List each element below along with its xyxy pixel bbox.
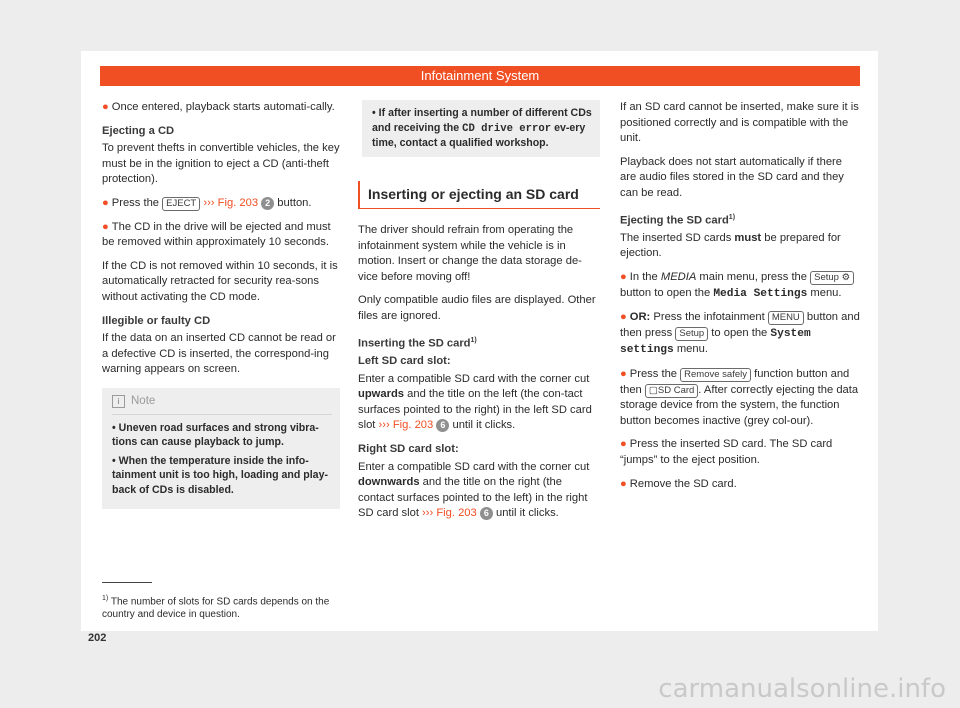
watermark: carmanualsonline.info — [658, 674, 946, 704]
note-box — [102, 388, 340, 509]
eject-key: EJECT — [162, 197, 200, 211]
note-item: • Uneven road surfaces and strong vibra-tions can cause playback to jump. — [112, 421, 319, 448]
paragraph-playback: ● Once entered, playback starts automati-cally. — [102, 101, 335, 113]
fig-ref-link[interactable]: ››› Fig. 203 — [422, 507, 477, 520]
section-title: Inserting or ejecting an SD card — [358, 181, 600, 210]
fig-ref-link[interactable]: ››› Fig. 203 — [203, 196, 259, 209]
bullet-press-eject: ● Press the EJECT ››› Fig. 203 2 button. — [102, 196, 312, 209]
paragraph-eject-text: To prevent thefts in convertible vehicles, the key must be in the ignition to eject a CD (anti-theft protection). — [102, 142, 340, 186]
bullet-media-menu: ● In the MEDIA main menu, press the Setup ⚙ button to open the Media Settings menu. — [620, 270, 860, 302]
heading-inserting-sd: Inserting the SD card$^{1)}$ — [358, 336, 477, 350]
setup-key: Setup ⚙ — [810, 271, 854, 285]
warning-box: • If after inserting a number of different CDs and receiving the CD drive error ev-ery time, contact a qualified workshop. — [362, 100, 600, 157]
bullet-remove-card: ● Remove the SD card. — [620, 477, 737, 490]
bullet-press-card: ● Press the inserted SD card. The SD card “jumps” to the eject position. — [620, 438, 833, 467]
paragraph-compatible: Only compatible audio files are displayed. Other files are ignored. — [358, 294, 596, 323]
paragraph-cannot-insert: If an SD card cannot be inserted, make sure it is positioned correctly and is compatible with the unit. — [620, 101, 859, 145]
bullet-or-menu: ● OR: Press the infotainment MENU button and then press Setup to open the System settings menu. — [620, 311, 860, 357]
error-code: CD drive error — [462, 122, 552, 135]
callout-number: 6 — [436, 419, 449, 432]
info-icon: i — [112, 395, 125, 408]
fig-ref-link[interactable]: ››› Fig. 203 — [378, 419, 434, 432]
heading-illegible-cd: Illegible or faulty CD — [102, 314, 211, 327]
page-header: Infotainment System — [100, 66, 860, 86]
bullet-icon: ● — [102, 101, 109, 113]
paragraph-playback-auto: Playback does not start automatically if there are audio files stored in the SD card and they can be read. — [620, 155, 844, 199]
heading-right-slot: Right SD card slot: — [358, 442, 459, 455]
paragraph-left-slot: Enter a compatible SD card with the corner cut upwards and the title on the left (the con-tact surfaces pointed to the right) in the left SD card slot ››› Fig. 203 6 until it clicks. — [358, 372, 592, 432]
bullet-icon: ● — [620, 438, 627, 451]
remove-safely-key: Remove safely — [680, 368, 751, 382]
bullet-icon: ● — [620, 271, 627, 284]
menu-name: System settings — [620, 327, 811, 357]
menu-key: MENU — [768, 311, 804, 325]
footnote-divider — [102, 582, 152, 583]
column-middle — [358, 100, 600, 530]
menu-name: Media Settings — [713, 287, 808, 300]
paragraph-driver: The driver should refrain from operating the infotainment system while the vehicle is in motion. Insert or change the data storage de-vice before moving off! — [358, 224, 582, 283]
column-right — [620, 100, 860, 500]
callout-number: 6 — [480, 507, 493, 520]
paragraph-prepared: The inserted SD cards must be prepared for ejection. — [620, 231, 841, 260]
heading-left-slot: Left SD card slot: — [358, 354, 451, 367]
bullet-icon: ● — [620, 311, 627, 324]
paragraph-illegible: If the data on an inserted CD cannot be read or a defective CD is inserted, the correspond-ing warning appears on screen. — [102, 332, 336, 376]
note-title: i Note — [112, 394, 332, 415]
bullet-icon: ● — [102, 196, 109, 209]
bullet-icon: ● — [102, 220, 109, 233]
bullet-icon: ● — [620, 368, 627, 381]
bullet-icon: ● — [620, 477, 627, 490]
column-left — [102, 100, 340, 509]
paragraph-right-slot: Enter a compatible SD card with the corner cut downwards and the title on the right (the contact surfaces pointed to the left) in the right SD card slot ››› Fig. 203 6 until it clicks. — [358, 460, 590, 520]
paragraph-not-removed: If the CD is not removed within 10 seconds, it is automatically retracted for security rea-sons without activating the CD mode. — [102, 259, 338, 303]
callout-number: 2 — [261, 197, 274, 210]
bullet-remove-safely: ● Press the Remove safely function button and then ▢SD Card . After correctly ejecting the data storage device from the system, the function button becomes inactive (grey col-our). — [620, 368, 859, 427]
page-number: 202 — [88, 632, 107, 644]
bullet-cd-ejected: ● The CD in the drive will be ejected and must be removed within approximately 10 seconds. — [102, 220, 331, 249]
note-item: • When the temperature inside the info-tainment unit is too high, loading and play-back of CDs is disabled. — [112, 454, 328, 496]
sd-card-key: ▢SD Card — [645, 384, 698, 398]
footnote: $^{1)}$ The number of slots for SD cards depends on the country and device in question. — [102, 595, 330, 621]
setup-key: Setup — [675, 327, 708, 341]
heading-ejecting-cd: Ejecting a CD — [102, 124, 175, 137]
heading-ejecting-sd: Ejecting the SD card$^{1)}$ — [620, 213, 736, 227]
